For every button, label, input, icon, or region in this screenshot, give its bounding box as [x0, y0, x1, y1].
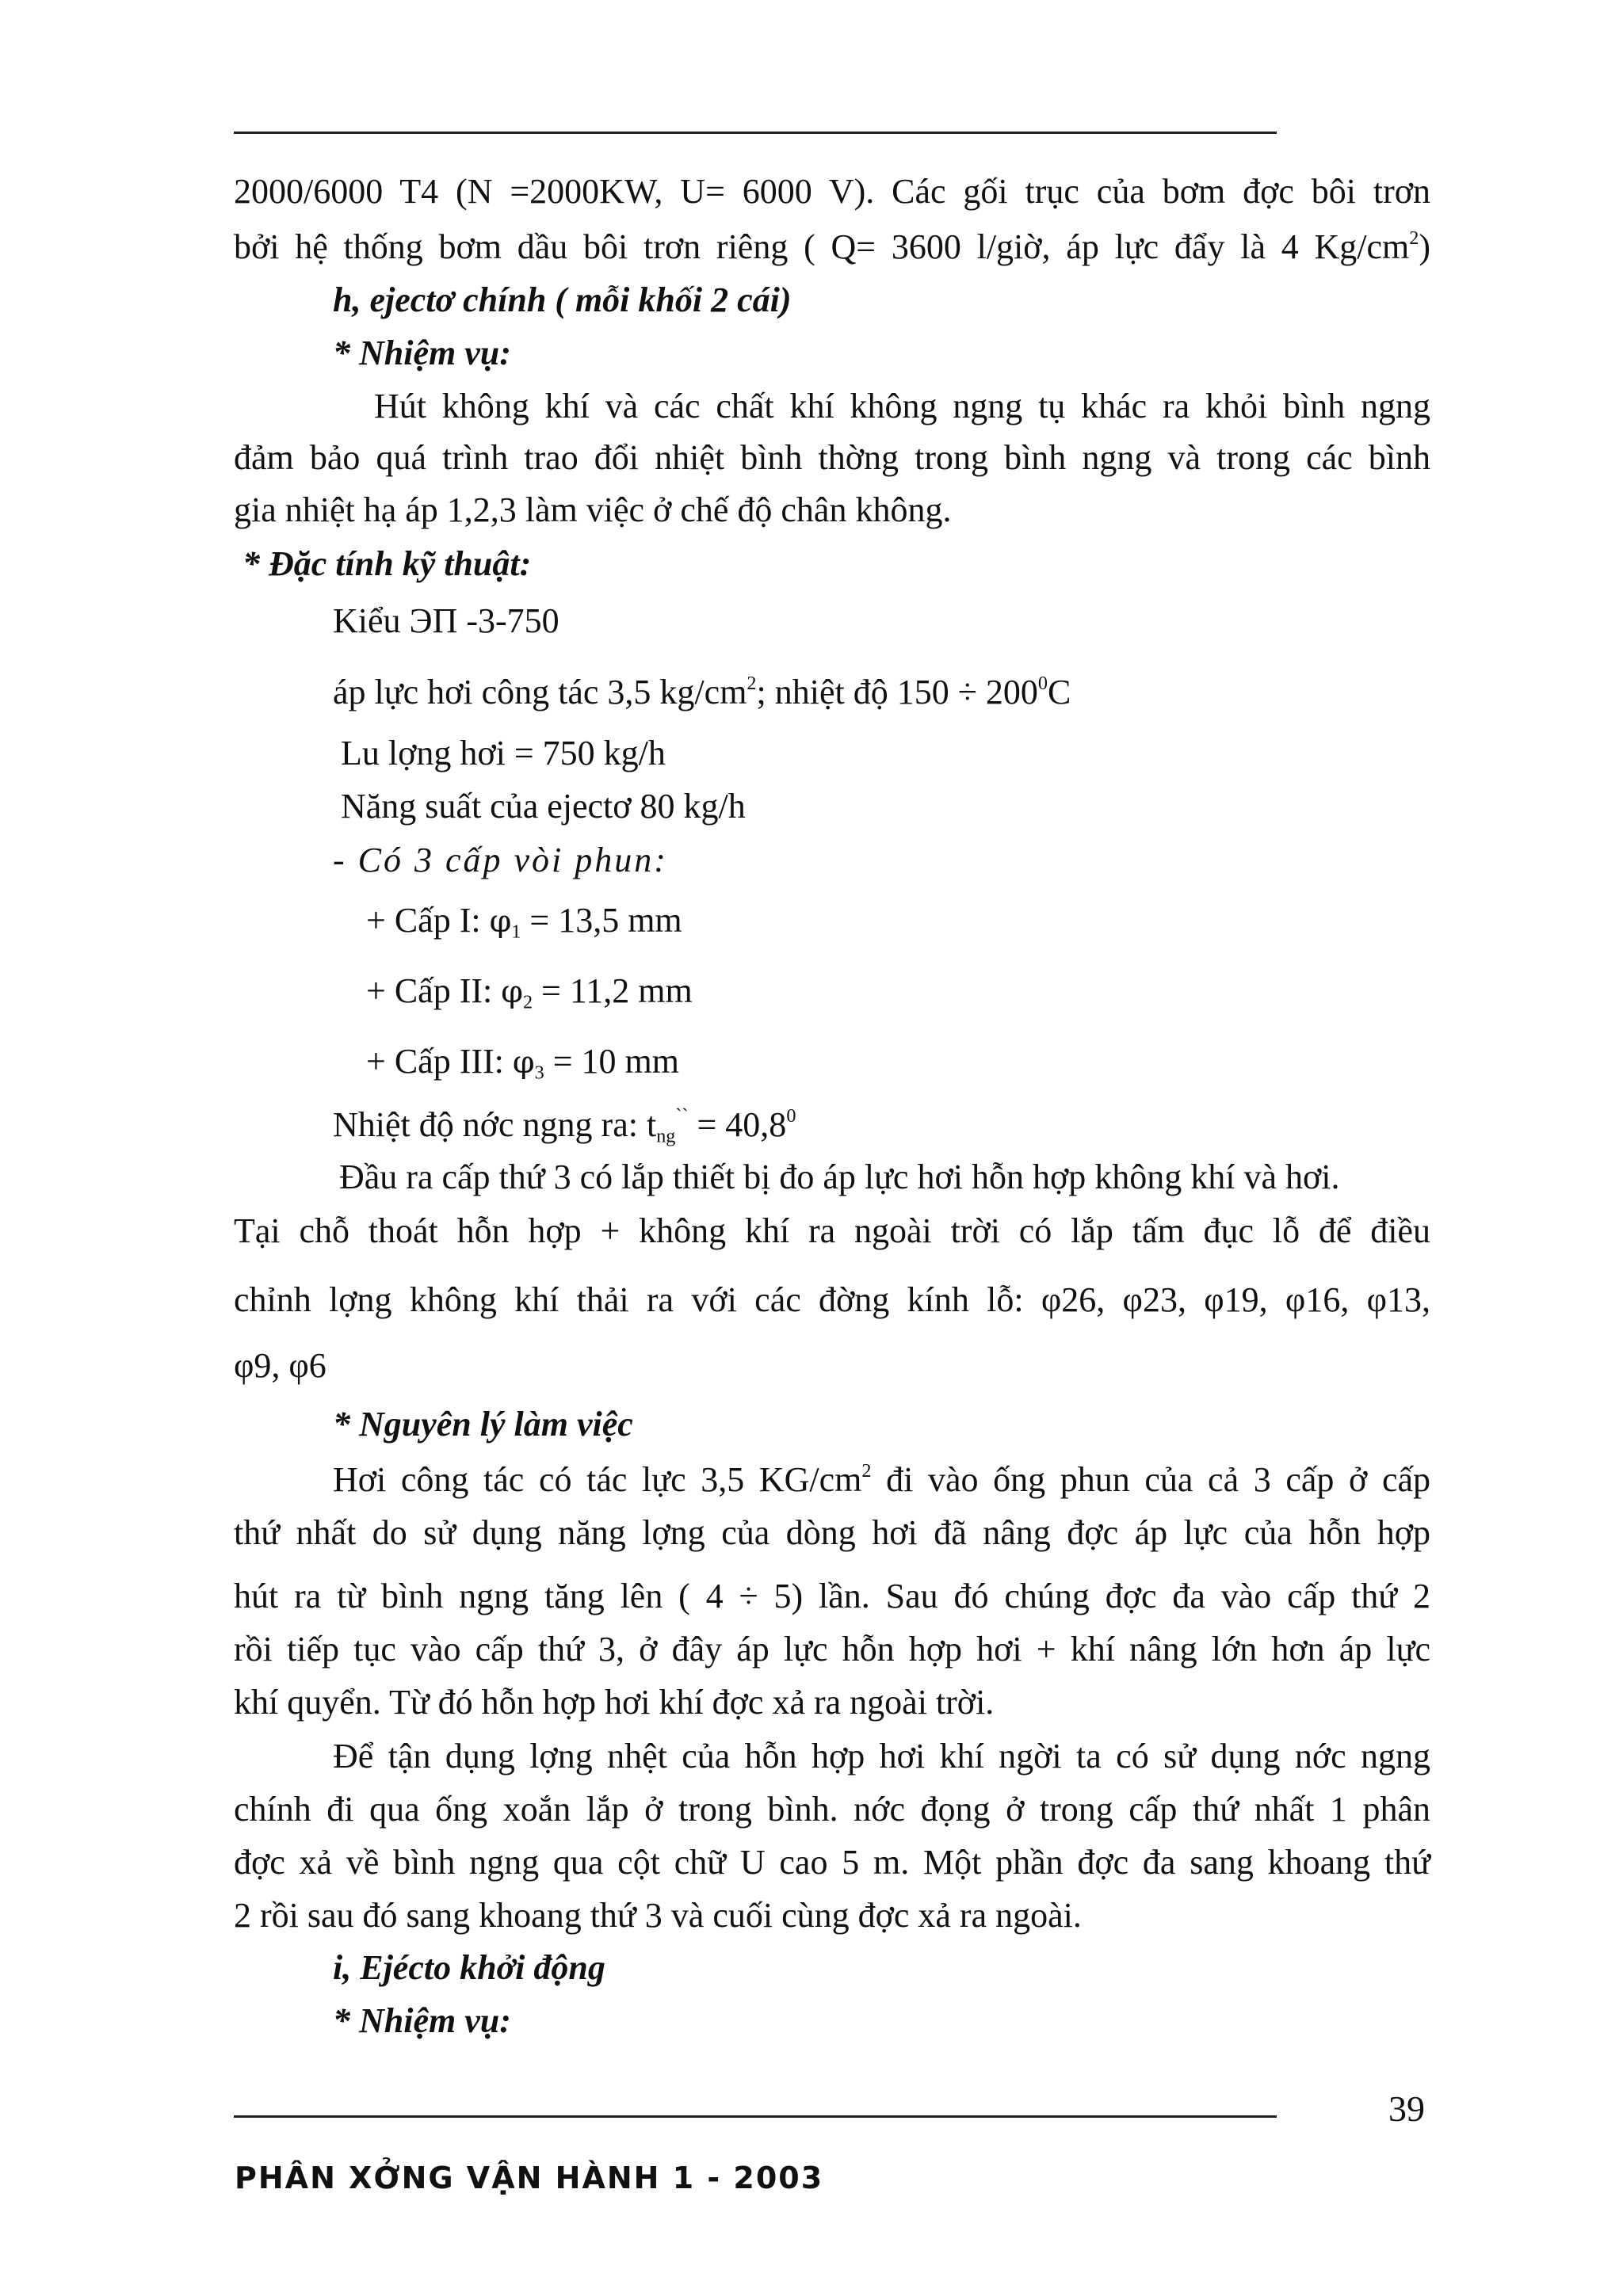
body-line: Hút không khí và các chất khí không ngng tụ khác ra khỏi bình ngng [374, 387, 1430, 425]
body-line: chỉnh lợng không khí thải ra với các đờng kính lỗ: φ26, φ23, φ19, φ16, φ13, [234, 1280, 1430, 1319]
section-heading-i: i, Ejécto khởi động [333, 1948, 605, 1987]
body-line: gia nhiệt hạ áp 1,2,3 làm việc ở chế độ chân không. [234, 490, 952, 529]
body-line: φ9, φ6 [234, 1346, 327, 1385]
body-line: 2 rồi sau đó sang khoang thứ 3 và cuối cùng đợc xả ra ngoài. [234, 1896, 1082, 1935]
spec-line: Năng suất của ejectơ 80 kg/h [341, 787, 746, 826]
subheading-task: * Nhiệm vụ: [333, 334, 511, 372]
subheading-spec: * Đặc tính kỹ thuật: [242, 544, 532, 583]
body-line: Tại chỗ thoát hỗn hợp + không khí ra ngoài trời có lắp tấm đục lỗ để điều [234, 1211, 1430, 1250]
body-line: rồi tiếp tục vào cấp thứ 3, ở đây áp lực hỗn hợp hơi + khí nâng lớn hơn áp lực [234, 1630, 1430, 1669]
spec-line: Nhiệt độ nớc ngng ra: $t_{ng}^{``} = 40,8^0$ [333, 1104, 796, 1147]
stage-line: + Cấp I: $\varphi_1 = 13,5$ mm [366, 901, 682, 943]
footer-text: PHÂN XỞNG VẬN HÀNH 1 - 2003 [235, 2161, 824, 2195]
stage-line: + Cấp II: $\varphi_2 = 11,2$ mm [366, 971, 693, 1013]
page-number: 39 [1388, 2088, 1425, 2129]
subheading-principle: * Nguyên lý làm việc [333, 1405, 633, 1444]
body-line: hút ra từ bình ngng tăng lên ( 4 ÷ 5) lần. Sau đó chúng đợc đa vào cấp thứ 2 [234, 1577, 1430, 1615]
body-line: bởi hệ thống bơm dầu bôi trơn riêng ( Q= 3600 l/giờ, áp lực đẩy là 4 $Kg/cm^2$) [234, 227, 1430, 266]
spec-line: - Có 3 cấp vòi phun: [333, 841, 668, 879]
spec-type: Kiểu ЭП -3-750 [333, 601, 559, 640]
spec-line: Lu lợng hơi = 750 kg/h [341, 734, 666, 772]
spec-line: áp lực hơi công tác 3,5 $kg/cm^2$; nhiệt độ $150 \div 200^0C$ [333, 672, 1071, 711]
body-line: đảm bảo quá trình trao đổi nhiệt bình thờng trong bình ngng và trong các bình [234, 438, 1430, 477]
body-line: khí quyển. Từ đó hỗn hợp hơi khí đợc xả ra ngoài trời. [234, 1683, 995, 1722]
footer-rule [234, 2115, 1277, 2118]
body-line: Hơi công tác có tác lực 3,5 $KG/cm^2$ đi vào ống phun của cả 3 cấp ở cấp [333, 1459, 1430, 1499]
body-line: thứ nhất do sử dụng năng lợng của dòng hơi đã nâng đợc áp lực của hỗn hợp [234, 1513, 1430, 1552]
body-line: chính đi qua ống xoắn lắp ở trong bình. nớc đọng ở trong cấp thứ nhất 1 phân [234, 1790, 1430, 1829]
subheading-task: * Nhiệm vụ: [333, 2001, 511, 2040]
header-rule [234, 132, 1277, 134]
stage-line: + Cấp III: $\varphi_3 = 10$ mm [366, 1042, 679, 1084]
section-heading-h: h, ejectơ chính ( mỗi khối 2 cái) [333, 280, 792, 319]
body-line: Đầu ra cấp thứ 3 có lắp thiết bị đo áp lực hơi hỗn hợp không khí và hơi. [339, 1158, 1340, 1196]
body-line: đợc xả về bình ngng qua cột chữ U cao 5 m. Một phần đợc đa sang khoang thứ [234, 1843, 1430, 1882]
body-line: 2000/6000 T4 (N =2000KW, U= 6000 V). Các gối trục của bơm đợc bôi trơn [234, 172, 1430, 211]
body-line: Để tận dụng lợng nhệt của hỗn hợp hơi khí ngời ta có sử dụng nớc ngng [333, 1737, 1430, 1775]
